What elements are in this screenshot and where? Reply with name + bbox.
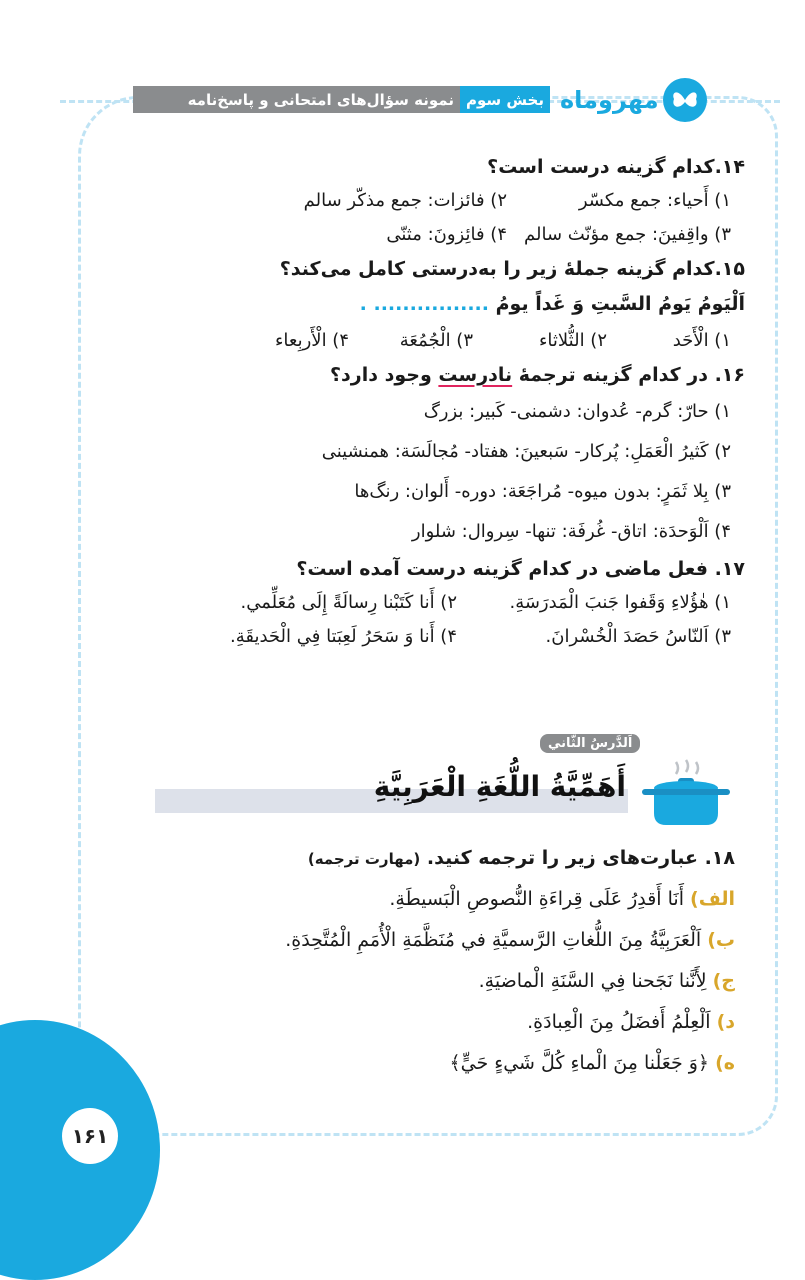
q16-option-1: ۱) حارّ: گرم- عُدوان: دشمنی- کَبير: بزرگ [423,401,731,422]
q17-title: ۱۷. فعل ماضی در کدام گزينه درست آمده است؟ [296,558,745,580]
q14-title: ۱۴.کدام گزینه درست است؟ [487,156,745,178]
lesson-title: أَهَمِّيَّةُ اللُّغَةِ الْعَرَبِيَّةِ [373,770,626,803]
q17-row2 [150,620,745,654]
q17-option-2: ۲) أَنا کَتَبْنا رِسالَةً إِلَی مُعَلِّمي. [240,592,457,613]
q15-option-2: ۲) الثُّلاثاء [538,330,607,351]
q15-title: ۱۵.کدام گزینه جملۀ زیر را به‌درستی کامل می‌کند؟ [279,258,745,280]
q18-skill-tag: (مهارت ترجمه) [307,850,421,868]
q18-item-label: الف) [690,888,735,910]
q18-item-b [120,920,735,961]
q18-item-label: ب) [707,929,735,951]
q14-option-1: ۱) أَحياء: جمع مکسّر [578,190,731,211]
q15-options [150,324,745,358]
q18-title-text: ۱۸. عبارت‌های زیر را ترجمه کنيد. [426,847,735,869]
q18-item-d [120,1002,735,1043]
q15-sentence-text: اَلْيَومُ يَومُ السَّبتِ وَ غَداً يومُ [495,293,745,315]
butterfly-icon [663,78,707,122]
q16-option-3: ۳) بِلا ثَمَرٍ: بدون ميوه- مُراجَعَة: دوره- أَلوان: رنگ‌ها [354,481,731,502]
q14-row2 [150,218,745,252]
q14-row1 [150,184,745,218]
q15-option-3: ۳) الْجُمُعَة [399,330,473,351]
q16-title-pre: ۱۶. در کدام گزینه ترجمۀ [512,364,745,386]
questions-block [150,150,745,654]
q15-option-4: ۴) الْأَربِعاء [274,330,349,351]
page-number: ۱۶۱ [62,1108,118,1164]
q18-item-text: اَلْعِلْمُ أَفضَلُ مِنَ الْعِبادَةِ. [527,1011,711,1033]
q15-sentence [150,286,745,322]
publisher-logo [560,78,707,122]
q18-title [120,838,735,879]
q18-item-text: أَنَا أَقدِرُ عَلَی قِراءَةِ النُّصوصِ الْبَسيطَةِ. [389,888,684,910]
section-header [133,86,550,113]
q18-item-text: لِأَنَّنا نَجَحنا فِي السَّنَةِ الْماضيَةِ. [478,970,707,992]
exercise-block [120,838,735,1084]
q18-item-c [120,961,735,1002]
q16-title [150,358,745,392]
q16-option-2: ۲) کَثيرُ الْعَمَلِ: پُرکار- سَبعينَ: هفتاد- مُجالَسَة: همنشينی [321,441,731,462]
q18-item-e [120,1043,735,1084]
q18-item-text: ﴿وَ جَعَلْنا مِنَ الْماءِ کُلَّ شَيءٍ حَيٍّ﴾ [449,1052,710,1074]
q17-option-3: ۳) اَلنّاسُ حَصَدَ الْخُسْرانَ. [545,626,731,647]
part-label: بخش سوم [460,86,550,113]
q18-item-text: اَلْعَرَبِيَّةُ مِنَ اللُّغاتِ الرَّسميَّةِ في مُنَظَّمَةِ الْأُمَمِ الْمُتَّحِدَةِ. [285,929,702,951]
logo-text: مهروماه [560,86,659,114]
q18-item-a [120,879,735,920]
q15-option-1: ۱) الْأَحَد [672,330,731,351]
q17-row1 [150,586,745,620]
q14-option-3: ۳) واقِفينَ: جمع مؤنّث سالم [524,224,731,245]
q16-option-4: ۴) اَلْوَحدَة: اتاق- غُرفَة: تنها- سِروال: شلوار [411,521,731,542]
cooking-pot-icon [640,758,732,828]
q14-option-4: ۴) فائِزونَ: مثنّی [386,224,507,245]
q17-option-1: ۱) هٰؤُلاءِ وَقَفوا جَنبَ الْمَدرَسَةِ. [509,592,731,613]
q18-item-label: ه) [715,1052,735,1074]
q18-item-label: ج) [712,970,735,992]
part-title: نمونه سؤال‌های امتحانی و پاسخ‌نامه [133,86,460,113]
q15-blank: ................ . [359,293,489,315]
lesson-badge: اَلدَّرسُ الثّاني [540,734,640,753]
q16-title-underlined: نادرست [438,364,513,386]
q14-option-2: ۲) فائزات: جمع مذکّر سالم [303,190,507,211]
q18-item-label: د) [716,1011,735,1033]
q17-option-4: ۴) أَنا وَ سَحَرُ لَعِبَتا فِي الْحَديقَةِ. [229,626,457,647]
q16-title-post: وجود دارد؟ [330,364,439,386]
